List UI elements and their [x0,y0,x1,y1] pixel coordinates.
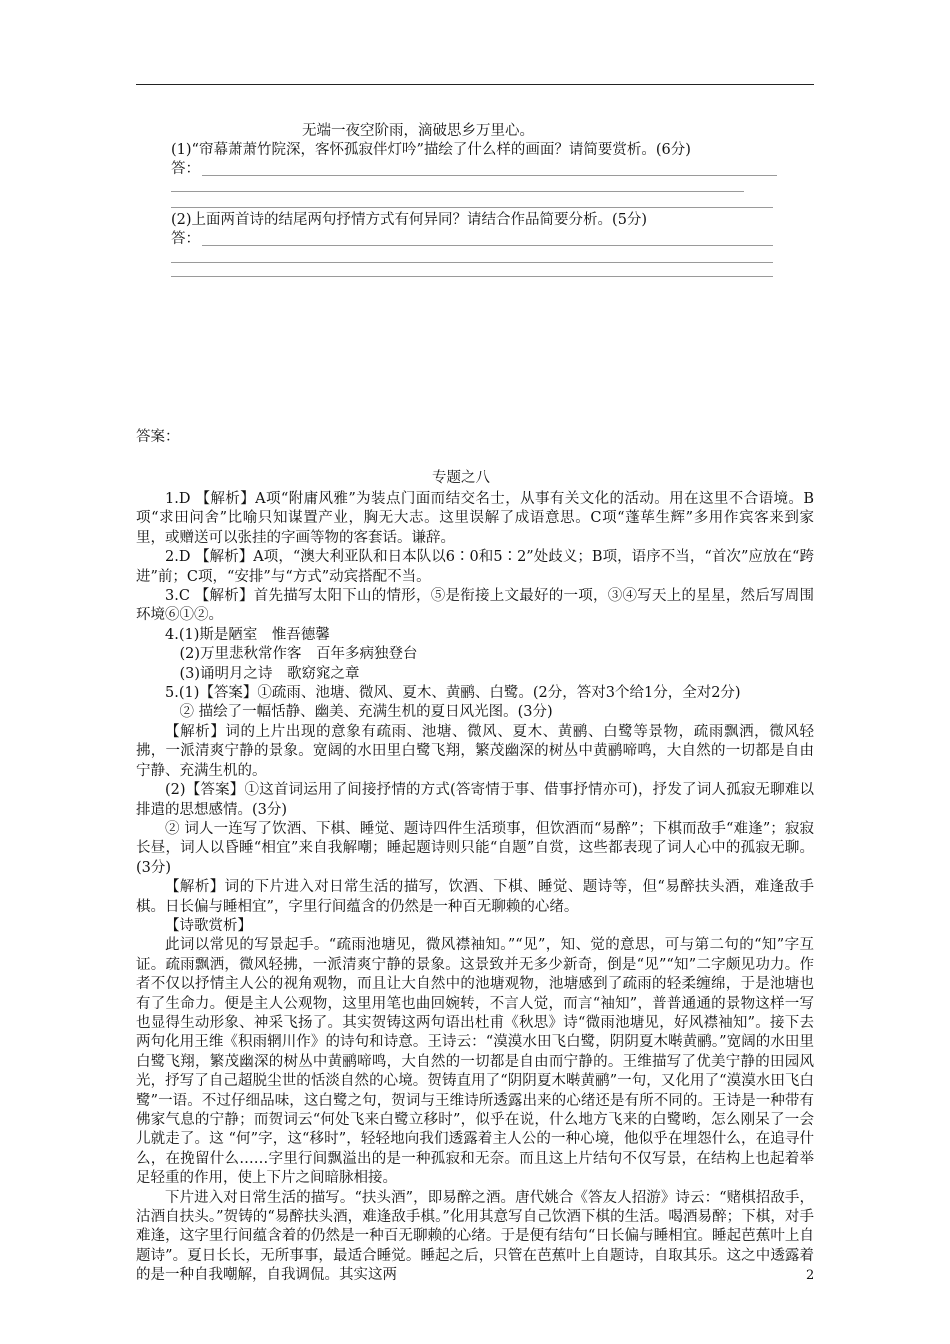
paragraph: ② 描绘了一幅恬静、幽美、充满生机的夏日风光图。(3分) [179,704,553,721]
answer-body [136,490,814,1286]
paragraph: 【解析】词的下片进入对日常生活的描写，饮酒、下棋、睡觉、题诗等，但“易醉扶头酒，难逢敌手棋。日长偏与睡相宜”，字里行间蕴含的仍然是一种百无聊赖的心绪。 [136,879,814,915]
answers-heading: 答案： [136,429,180,445]
answer-line [171,207,773,208]
paragraph: 3.C 【解析】首先描写太阳下山的情形，⑤是衔接上文最好的一项，③④写天上的星星，然后写周围环境⑥①②。 [136,588,814,624]
answer-label-1: 答： [171,161,200,177]
paragraph: ② 词人一连写了饮酒、下棋、睡觉、题诗四件生活琐事，但饮酒而“易醉”；下棋而敌手“难逢”；寂寂长昼，词人以昏睡“相宜”来自我解嘲；睡起题诗则只能“自题”自赏，这些都表现了词人心中的孤寂无聊。(3分) [136,820,814,876]
paragraph: (3)诵明月之诗 歌窈窕之章 [179,665,360,682]
paragraph: 1.D 【解析】A项“附庸风雅”为装点门面而结交名士，从事有关文化的活动。用在这里不合语境。B项“求田问舍”比喻只知谋置产业，胸无大志。这里误解了成语意思。C项“蓬荜生辉”多用作宾客来到家里，或赠送可以张挂的字画等物的客套话。谦辞。 [136,491,814,546]
question-1: (1)“帘幕萧萧竹院深，客怀孤寂伴灯吟”描绘了什么样的画面？请简要赏析。(6分) [171,142,691,158]
answer-line [171,191,744,192]
answer-line [202,175,777,176]
answer-label-2: 答： [171,231,200,247]
answer-line [171,276,773,277]
paragraph: (2)【答案】①这首词运用了间接抒情的方式(答寄情于事、借事抒情亦可)，抒发了词人孤寂无聊难以排遣的思想感情。(3分) [136,782,814,818]
paragraph: 2.D 【解析】A项，“澳大利亚队和日本队以6∶0和5∶2”处歧义；B项，语序不当，“首次”应放在“跨进”前；C项，“安排”与“方式”动宾搭配不当。 [136,549,814,585]
paragraph: 4.(1)斯是陋室 惟吾德馨 [165,626,330,643]
paragraph: 【诗歌赏析】 [165,917,252,934]
answer-line [171,262,773,263]
answer-line [202,245,773,246]
header-rule [136,84,814,85]
page-number: 2 [806,1268,815,1283]
poem-line: 无端一夜空阶雨，滴破思乡万里心。 [302,123,534,139]
paragraph: 下片进入对日常生活的描写。“扶头酒”，即易醉之酒。唐代姚合《答友人招游》诗云：“赌棋招敌手，沽酒自扶头。”贺铸的“易醉扶头酒，难逢敌手棋。”化用其意写自己饮酒下棋的生活。喝酒易醉；下棋，对手难逢，这字里行间蕴含着的仍然是一种百无聊赖的心绪。于是便有结句“日长偏与睡相宜。睡起芭蕉叶上自题诗”。夏日长长，无所事事，最适合睡觉。睡起之后，只管在芭蕉叶上自题诗，自取其乐。这之中透露着的是一种自我嘲解，自我调侃。其实这两 [136,1189,814,1284]
paragraph: 【解析】词的上片出现的意象有疏雨、池塘、微风、夏木、黄鹂、白鹭等景物，疏雨飘洒，微风轻拂，一派清爽宁静的景象。宽阔的水田里白鹭飞翔，繁茂幽深的树丛中黄鹂啼鸣，大自然的一切都是自由宁静、充满生机的。 [136,723,814,779]
paragraph: 此词以常见的写景起手。“疏雨池塘见，微风襟袖知。”“见”，知、觉的意思，可与第二句的“知”字互证。疏雨飘洒，微风轻拂，一派清爽宁静的景象。这景致并无多少新奇，倒是“见”“知”二字颇见功力。作者不仅以抒情主人公的视角观物，而且让大自然中的池塘观物，池塘感到了疏雨的轻柔缠绵，于是池塘也有了生命力。便是主人公观物，这里用笔也曲回婉转，不言人觉，而言“袖知”，普普通通的景物这样一写也显得生动形象、神采飞扬了。其实贺铸这两句语出杜甫《秋思》诗“微雨池塘见，好风襟袖知”。接下去两句化用王维《积雨辋川作》的诗句和诗意。王诗云：“漠漠水田飞白鹭，阴阴夏木啭黄鹂。”宽阔的水田里白鹭飞翔，繁茂幽深的树丛中黄鹂啼鸣，大自然的一切都是自由而宁静的。王维描写了优美宁静的田园风光，抒写了自己超脱尘世的恬淡自然的心境。贺铸直用了“阴阴夏木啭黄鹂”一句，又化用了“漠漠水田飞白鹭”一语。不过仔细品味，这白鹭之句，贺词与王维诗所透露出来的心绪还是有所不同的。王诗是一种带有佛家气息的宁静；而贺词云“何处飞来白鹭立移时”，似乎在说，什么地方飞来的白鹭哟，怎么刚呆了一会儿就走了。这 “何”字，这“移时”，轻轻地向我们透露着主人公的一种心境，他似乎在埋怨什么，在追寻什么，在挽留什么……字里行间飘溢出的是一种孤寂和无奈。而且这上片结句不仅写景，在结构上也起着举足轻重的作用，使上下片之间暗脉相接。 [136,937,814,1187]
question-2: (2)上面两首诗的结尾两句抒情方式有何异同？请结合作品简要分析。(5分) [171,212,648,228]
section-title: 专题之八 [432,470,490,486]
paragraph: (2)万里悲秋常作客 百年多病独登台 [179,646,418,663]
paragraph: 5.(1)【答案】①疏雨、池塘、微风、夏木、黄鹂、白鹭。(2分，答对3个给1分，全对2分) [165,685,741,702]
